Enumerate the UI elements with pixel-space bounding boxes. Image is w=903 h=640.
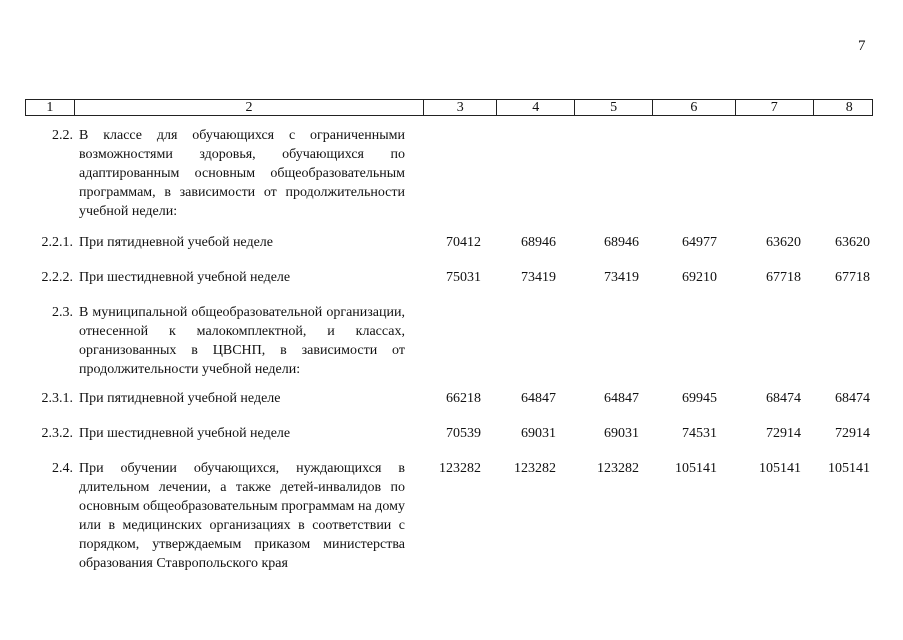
value-cell: 69031 [604, 426, 639, 441]
row-number: 2.3.1. [41, 391, 73, 406]
value-cell: 72914 [766, 426, 801, 441]
header-cell: 4 [497, 100, 575, 115]
header-cell: 6 [653, 100, 736, 115]
row-description: При пятидневной учебой неделе [79, 235, 273, 250]
value-cell: 68946 [604, 235, 639, 250]
table-header-row [25, 99, 873, 116]
row-description: В муниципальной общеобразовательной организации, отнесенной к малокомплектной, и классах, организованных в ЦВСНП, в зависимости от продолжительности учебной недели: [79, 305, 405, 377]
header-cell: 1 [26, 100, 75, 115]
row-description: При шестидневной учебной неделе [79, 270, 291, 285]
value-cell: 68474 [766, 391, 801, 406]
value-cell: 75031 [446, 270, 481, 285]
value-cell: 70539 [446, 426, 481, 441]
value-cell: 63620 [835, 235, 870, 250]
row-number: 2.4. [52, 461, 73, 476]
value-cell: 74531 [682, 426, 717, 441]
value-cell: 105141 [675, 461, 717, 476]
value-cell: 73419 [521, 270, 556, 285]
row-number: 2.2. [52, 128, 73, 143]
row-description: При обучении обучающихся, нуждающихся в длительном лечении, а также детей-инвалидов по основным общеобразовательным программам на дому или в медицинских организациях в соответствии с порядком, утверждаемым приказом министерства образования Ставропольского края [79, 461, 405, 571]
value-cell: 123282 [514, 461, 556, 476]
value-cell: 70412 [446, 235, 481, 250]
value-cell: 105141 [759, 461, 801, 476]
value-cell: 68474 [835, 391, 870, 406]
value-cell: 63620 [766, 235, 801, 250]
value-cell: 123282 [597, 461, 639, 476]
row-number: 2.2.2. [41, 270, 73, 285]
header-cell: 3 [424, 100, 497, 115]
row-description: При пятидневной учебной неделе [79, 391, 281, 406]
header-cell: 2 [75, 100, 425, 115]
value-cell: 67718 [766, 270, 801, 285]
row-number: 2.3. [52, 305, 73, 320]
row-number: 2.2.1. [41, 235, 73, 250]
row-number: 2.3.2. [41, 426, 73, 441]
value-cell: 64977 [682, 235, 717, 250]
header-cell: 5 [575, 100, 653, 115]
value-cell: 64847 [521, 391, 556, 406]
value-cell: 73419 [604, 270, 639, 285]
value-cell: 66218 [446, 391, 481, 406]
value-cell: 64847 [604, 391, 639, 406]
value-cell: 67718 [835, 270, 870, 285]
value-cell: 69031 [521, 426, 556, 441]
value-cell: 69210 [682, 270, 717, 285]
page-number: 7 [858, 38, 866, 54]
row-description: В классе для обучающихся с ограниченными возможностями здоровья, обучающихся по адаптированным основным общеобразовательным программам, в зависимости от продолжительности учебной недели: [79, 128, 405, 219]
row-description: При шестидневной учебной неделе [79, 426, 291, 441]
value-cell: 123282 [439, 461, 481, 476]
header-cell: 7 [736, 100, 814, 115]
value-cell: 68946 [521, 235, 556, 250]
value-cell: 69945 [682, 391, 717, 406]
header-cell: 8 [845, 100, 853, 115]
value-cell: 72914 [835, 426, 870, 441]
value-cell: 105141 [828, 461, 870, 476]
